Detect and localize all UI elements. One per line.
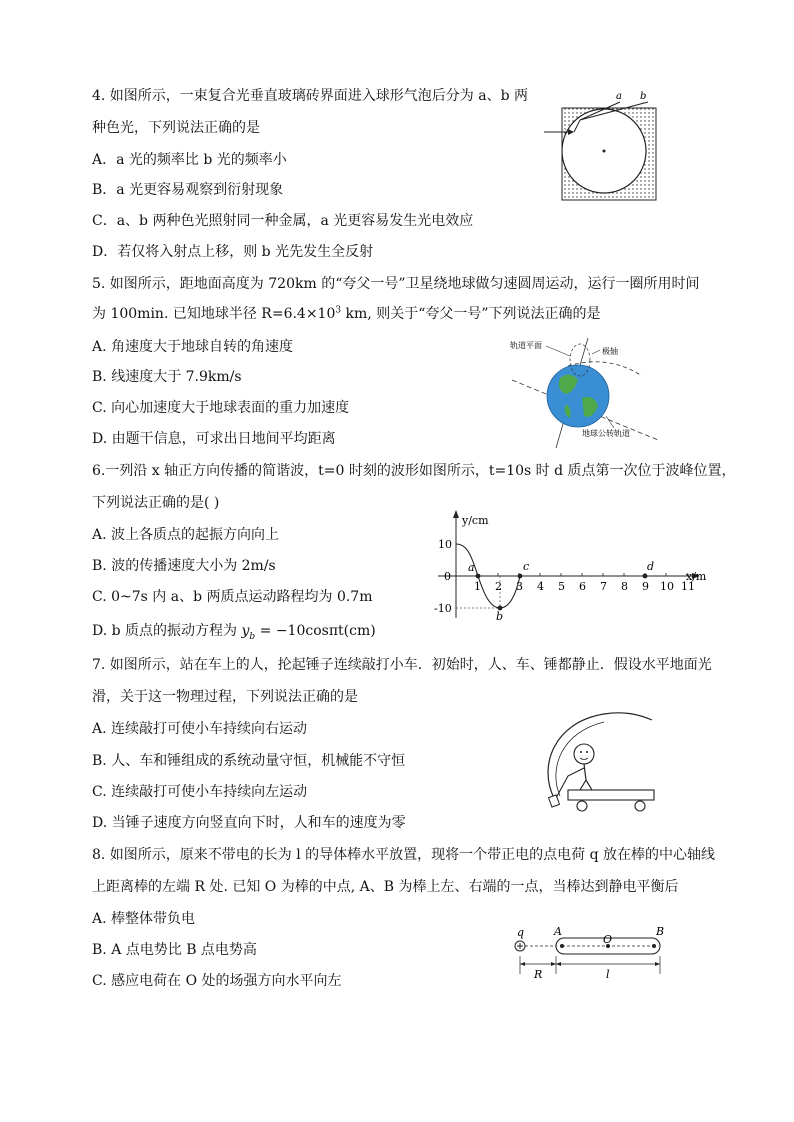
q7-hammer-cart-figure (524, 706, 664, 822)
x-axis-label: x/m (686, 570, 707, 583)
q4-stem-line1: 4. 如图所示，一束复合光垂直玻璃砖界面进入球形气泡后分为 a、b 两 (92, 88, 529, 104)
x-tick-label: 2 (495, 580, 502, 593)
q7-option-d: D. 当锤子速度方向竖直向下时，人和车的速度为零 (92, 815, 406, 831)
label-point-d: d (647, 560, 655, 573)
q6-stem-line1: 6.一列沿 x 轴正方向传播的简谐波，t=0 时刻的波形如图所示，t=10s 时 d 质点第一次位于波峰位置， (92, 463, 736, 479)
q8-rod-figure (506, 926, 676, 982)
q5-earth-orbit-figure (508, 336, 668, 452)
q6-option-d: D. b 质点的振动方程为 $y_b = -10\cos\pi t(cm)$ (92, 623, 376, 642)
q8-stem-line2: 上距离棒的左端 R 处. 已知 O 为棒的中点, A、B 为棒上左、右端的一点，当棒达到静电平衡后 (92, 879, 679, 895)
q7-option-a: A. 连续敲打可使小车持续向右运动 (92, 721, 308, 737)
label-orbit-plane: 轨道平面 (510, 341, 542, 350)
q5-option-c: C. 向心加速度大于地球表面的重力加速度 (92, 400, 350, 416)
q4-bubble-figure (540, 88, 666, 204)
q7-stem-line1: 7. 如图所示，站在车上的人，抡起锤子连续敲打小车．初始时，人、车、锤都静止．假设水平地面光 (92, 657, 712, 673)
label-earth-orbit: 地球公转轨道 (582, 429, 630, 438)
q6-wave-graph (428, 508, 710, 620)
hammer-head (549, 795, 560, 807)
cart-body (568, 790, 654, 800)
bubble-center (603, 150, 606, 153)
q8-option-c: C. 感应电荷在 O 处的场强方向水平向左 (92, 973, 342, 989)
q5-option-b: B. 线速度大于 7.9km/s (92, 369, 242, 385)
label-l: l (606, 968, 610, 981)
q5-stem-line1: 5. 如图所示，距地面高度为 720km 的“夸父一号”卫星绕地球做匀速圆周运动，运行一圈所用时间 (92, 276, 700, 292)
q6-stem-line2: 下列说法正确的是( ) (92, 495, 220, 511)
q6-option-a: A. 波上各质点的起振方向向上 (92, 527, 280, 543)
q5-stem-line2: 为 100min. 已知地球半径 $R=6.4\times 10^3$ km, 则关于“夸父一号”下列说法正确的是 (92, 305, 601, 322)
cart-wheel-left (577, 801, 587, 811)
x-tick-label: 10 (660, 580, 674, 593)
y-tick-10: 10 (438, 538, 452, 551)
label-point-b: b (496, 610, 504, 620)
q7-stem-line2: 滑，关于这一物理过程，下列说法正确的是 (92, 689, 358, 705)
label-O: O (603, 933, 613, 946)
label-b: b (640, 91, 647, 102)
person-head (574, 744, 594, 764)
x-tick-label: 3 (516, 580, 523, 593)
label-q: q (517, 926, 525, 939)
q4-stem-line2: 种色光，下列说法正确的是 (92, 120, 260, 136)
x-tick-label: 4 (537, 580, 544, 593)
point-a (476, 574, 481, 579)
q8-stem-line1: 8. 如图所示，原来不带电的长为 l 的导体棒水平放置，现将一个带正电的点电荷 q 放在棒的中心轴线 (92, 847, 716, 863)
q4-option-b: B．a 光更容易观察到衍射现象 (92, 182, 284, 198)
label-point-c: c (523, 560, 530, 573)
label-A: A (554, 926, 562, 938)
point-B (652, 944, 656, 948)
hammer-swing-arc (548, 713, 652, 798)
x-tick-label: 9 (642, 580, 649, 593)
x-tick-label: 11 (681, 580, 695, 593)
x-tick-label: 7 (600, 580, 607, 593)
cart-wheel-right (635, 801, 645, 811)
y-axis-label: y/cm (462, 514, 489, 527)
q5-option-a: A. 角速度大于地球自转的角速度 (92, 339, 294, 355)
q6-option-c: C. 0~7s 内 a、b 两质点运动路程均为 0.7m (92, 589, 373, 605)
q6-option-b: B. 波的传播速度大小为 2m/s (92, 558, 276, 574)
q4-option-c: C．a、b 两种色光照射同一种金属，a 光更容易发生光电效应 (92, 213, 474, 229)
label-B: B (656, 926, 665, 938)
y-tick-neg10: -10 (434, 602, 452, 615)
x-tick-label: 8 (621, 580, 628, 593)
point-d (643, 574, 648, 579)
x-tick-label: 6 (579, 580, 586, 593)
x-tick-label: 5 (558, 580, 565, 593)
point-c (518, 574, 523, 579)
label-R: R (534, 968, 543, 981)
q7-option-c: C. 连续敲打可使小车持续向左运动 (92, 784, 308, 800)
label-polar-axis: 极轴 (602, 347, 618, 356)
x-tick-label: 1 (474, 580, 481, 593)
q5-option-d: D. 由题干信息，可求出日地间平均距离 (92, 431, 336, 447)
q8-option-a: A. 棒整体带负电 (92, 911, 196, 927)
y-tick-0: 0 (444, 570, 451, 583)
q7-option-b: B. 人、车和锤组成的系统动量守恒，机械能不守恒 (92, 753, 406, 769)
q4-option-a: A．a 光的频率比 b 光的频率小 (92, 152, 287, 168)
point-A (560, 944, 564, 948)
person-body (580, 764, 592, 790)
q4-option-d: D．若仅将入射点上移，则 b 光先发生全反射 (92, 244, 374, 260)
label-point-a: a (468, 561, 475, 574)
label-a: a (616, 91, 622, 102)
q8-option-b: B. A 点电势比 B 点电势高 (92, 942, 257, 958)
